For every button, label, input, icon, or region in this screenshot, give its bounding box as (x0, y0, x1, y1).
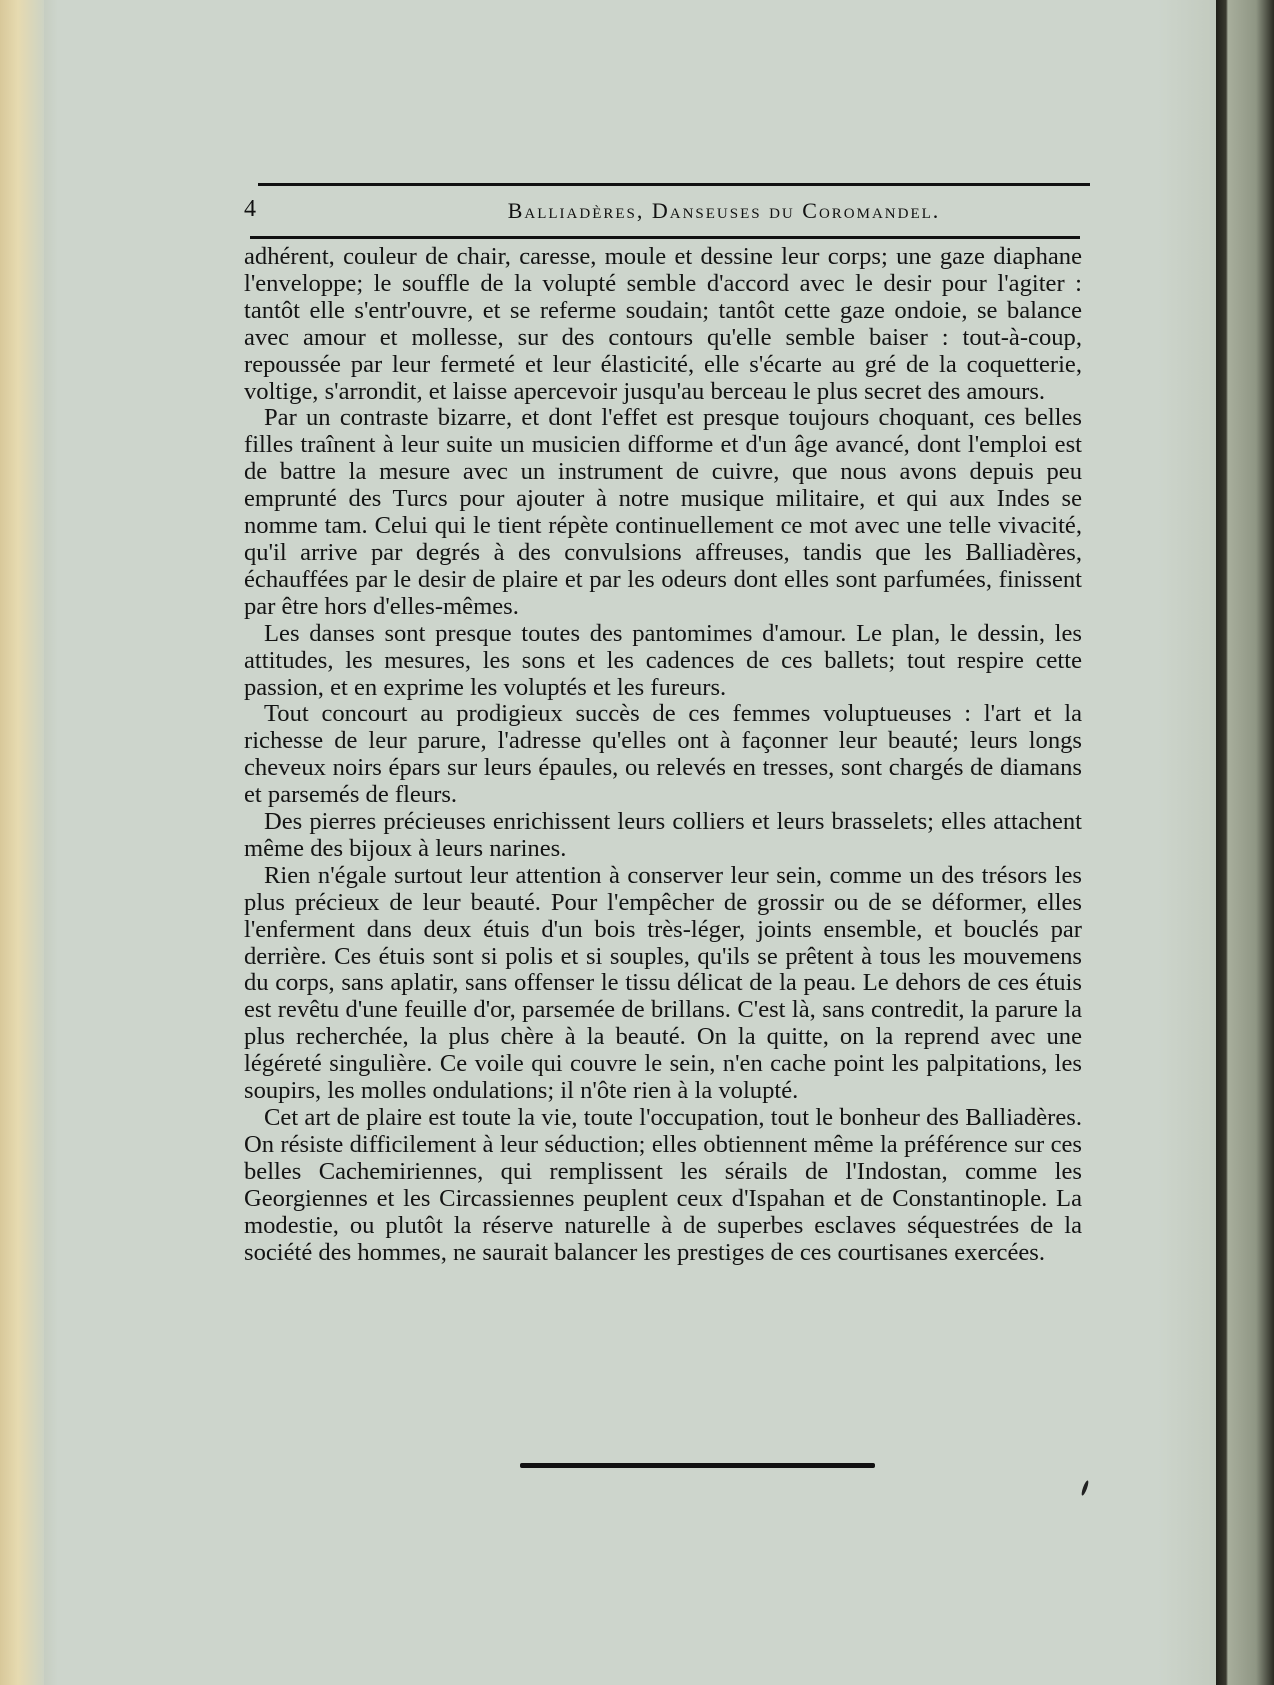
header-bottom-rule (250, 236, 1080, 239)
paragraph: Rien n'égale surtout leur attention à conserver leur sein, comme un des trésors les plus précieux de leur beauté. Pour l'empêcher de grossir ou de se déformer, elles l'enferment dans deux étuis d'un bois très-léger, joints ensemble, et bouclés par derrière. Ces étuis sont si polis et si souples, qu'ils se prêtent à tous les mouvemens du corps, sans aplatir, sans offenser le tissu délicat de la peau. Le dehors de ces étuis est revêtu d'une feuille d'or, parsemée de brillans. C'est là, sans contredit, la parure la plus recherchée, la plus chère à la beauté. On la quitte, on la reprend avec une légéreté singulière. Ce voile qui couvre le sein, n'en cache point les palpitations, les soupirs, les molles ondulations; il n'ôte rien à la volupté. (244, 861, 1082, 1105)
page-header (244, 196, 1084, 230)
paragraph: Tout concourt au prodigieux succès de ces femmes voluptueuses : l'art et la richesse de leur parure, l'adresse qu'elles ont à façonner leur beauté; leurs longs cheveux noirs épars sur leurs épaules, ou relevés en tresses, sont chargés de diamans et parsemés de fleurs. (244, 700, 1082, 809)
page-fore-edge (1216, 0, 1274, 1685)
end-ornament-rule (520, 1463, 875, 1468)
paragraph: Les danses sont presque toutes des pantomimes d'amour. Le plan, le dessin, les attitudes, les mesures, les sons et les cadences de ces ballets; tout respire cette passion, et en exprime les voluptés et les fureurs. (244, 619, 1082, 701)
header-top-rule (258, 183, 1090, 186)
body-text (244, 244, 1082, 1266)
paragraph: Cet art de plaire est toute la vie, toute l'occupation, tout le bonheur des Balliadères. On résiste difficilement à leur séduction; elles obtiennent même la préférence sur ces belles Cachemiriennes, qui remplissent les sérails de l'Indostan, comme les Georgiennes et les Circassiennes peuplent ceux d'Ispahan et de Constantinople. La modestie, ou plutôt la réserve naturelle à de superbes esclaves séquestrées de la société des hommes, ne saurait balancer les prestiges de ces courtisanes exercées. (244, 1104, 1082, 1266)
page-number: 4 (244, 196, 256, 222)
paragraph: Par un contraste bizarre, et dont l'effet est presque toujours choquant, ces belles filles traînent à leur suite un musicien difforme et d'un âge avancé, dont l'emploi est de battre la mesure avec un instrument de cuivre, que nous avons depuis peu emprunté des Turcs pour ajouter à notre musique militaire, et qui aux Indes se nomme tam. Celui qui le tient répète continuellement ce mot avec une telle vivacité, qu'il arrive par degrés à des convulsions affreuses, tandis que les Balliadères, échauffées par le desir de plaire et par les odeurs dont elles sont parfumées, finissent par être hors d'elles-mêmes. (244, 404, 1082, 620)
paragraph: Des pierres précieuses enrichissent leurs colliers et leurs brasselets; elles attachent même des bijoux à leurs narines. (244, 808, 1082, 862)
paragraph: adhérent, couleur de chair, caresse, moule et dessine leur corps; une gaze diaphane l'enveloppe; le souffle de la volupté semble d'accord avec le desir pour l'agiter : tantôt elle s'entr'ouvre, et se referme soudain; tantôt cette gaze ondoie, se balance avec amour et mollesse, sur des contours qu'elle semble baiser : tout-à-coup, repoussée par leur fermeté et leur élasticité, elle s'écarte au gré de la coquetterie, voltige, s'arrondit, et laisse apercevoir jusqu'au berceau le plus secret des amours. (244, 243, 1082, 405)
running-head: Balliadères, Danseuses du Coromandel. (507, 198, 941, 223)
page-gutter-edge (0, 0, 44, 1685)
